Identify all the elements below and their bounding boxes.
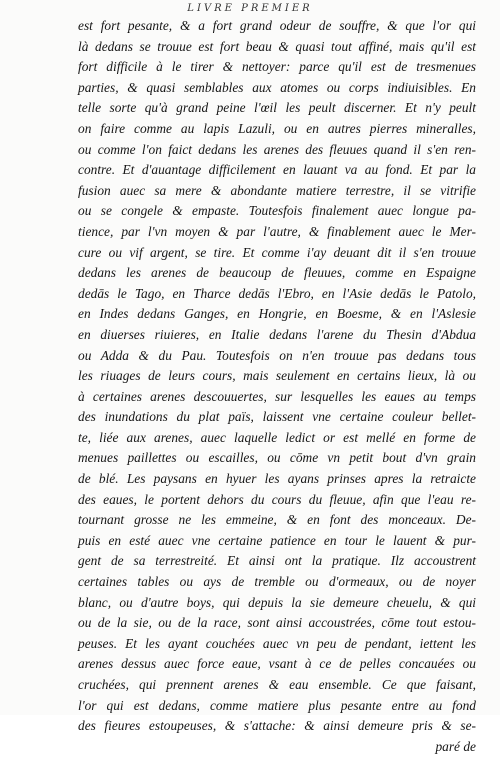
text-line: tournant grosse ne les emmeine, & en font des monceaux. De-	[78, 512, 476, 528]
text-line: des fieures estoupeuses, & s'attache: & ainsi demeure pris & se-	[78, 718, 476, 734]
text-line: tience, par l'vn moyen & par l'autre, & finablement auec le Mer-	[78, 223, 476, 239]
text-line: menues paillettes ou escailles, ou cōme vn petit bout d'vn grain	[78, 450, 476, 466]
text-line: cruchées, qui prennent arenes & eau ensemble. Ce que faisant,	[78, 677, 476, 692]
text-line: puis en esté auec vne certaine patience en tour le lauent & pur-	[78, 532, 476, 548]
text-line: des inundations du plat païs, laissent vne certaine couleur bellet-	[78, 409, 476, 425]
text-line: en diuerses riuieres, en Italie dedans l'arene du Thesin d'Abdua	[78, 326, 476, 342]
text-line: de blé. Les paysans en hyuer les ayans prinses apres la retraicte	[78, 471, 476, 487]
text-line: certaines tables ou ays de tremble ou d'ormeaux, ou de noyer	[78, 574, 476, 590]
text-line: cure ou vif argent, se tire. Et comme i'ay deuant dit il s'en trouue	[78, 244, 476, 260]
text-line-final: paré de	[435, 738, 476, 754]
text-line: en Indes dedans Ganges, en Hongrie, en Boesme, & en l'Aslesie	[78, 306, 476, 322]
text-line: ou se congele & empaste. Toutesfois finalement auec longue pa-	[78, 203, 476, 219]
text-line: fort difficile à le tirer & nettoyer: parce qu'il est de tresmenues	[78, 59, 476, 75]
text-line: à certaines arenes descouuertes, sur lesquelles les eaues au temps	[78, 388, 476, 404]
text-line: les riuages de leurs cours, mais seulement en certains lieux, là ou	[78, 368, 476, 384]
text-line: telle sorte qu'à grand peine l'œil les peult discerner. Et n'y peult	[78, 100, 476, 116]
text-line: on faire comme au lapis Lazuli, ou en autres pierres mineralles,	[78, 120, 476, 136]
text-line: dedans les arenes de beaucoup de fleuues, comme en Espaigne	[78, 265, 476, 281]
text-line: parties, & quasi semblables aux atomes ou corps indiuisibles. En	[78, 79, 476, 95]
text-line: est fort pesante, & a fort grand odeur de souffre, & que l'or qui	[78, 18, 476, 33]
text-line: fusion auec sa mere & abondante matiere terrestre, il se vitrifie	[78, 182, 476, 198]
text-line: arenes dessus auec force eaue, vsant à ce de pelles concauées ou	[78, 656, 476, 672]
text-line: te, liée aux arenes, auec laquelle ledict or est mellé en forme de	[78, 429, 476, 445]
body-text	[78, 16, 476, 757]
running-head: LIVRE PREMIER	[187, 3, 313, 14]
text-line: ou comme l'on faict dedans les arenes des fleuues quand il s'en ren-	[78, 141, 476, 157]
text-line: des eaues, le portent dehors du cours du fleuue, afin que l'eau re-	[78, 491, 476, 507]
text-line: dedās le Tago, en Tharce dedās l'Ebro, en l'Asie dedās le Patolo,	[78, 285, 476, 301]
text-line: contre. Et d'auantage difficilement en lauant va au fond. Et par la	[78, 162, 476, 178]
text-line: peuses. Et les ayant couchées auec vn peu de pendant, iettent les	[78, 635, 476, 651]
text-line: l'or qui est dedans, comme matiere plus pesante entre au fond	[78, 697, 476, 713]
text-line: là dedans se trouue est fort beau & quasi tout affiné, mais qu'il est	[78, 38, 476, 54]
text-line: ou Adda & du Pau. Toutesfois on n'en trouue pas dedans tous	[78, 347, 476, 363]
text-line: gent de sa terrestreité. Et ainsi ont la pratique. Ilz accoustrent	[78, 553, 476, 569]
text-line: ou de la sie, ou de la race, sont ainsi accoustrées, cōme tout estou-	[78, 615, 476, 631]
text-line: blanc, ou d'autre boys, qui depuis la sie demeure cheuelu, & qui	[78, 594, 476, 610]
